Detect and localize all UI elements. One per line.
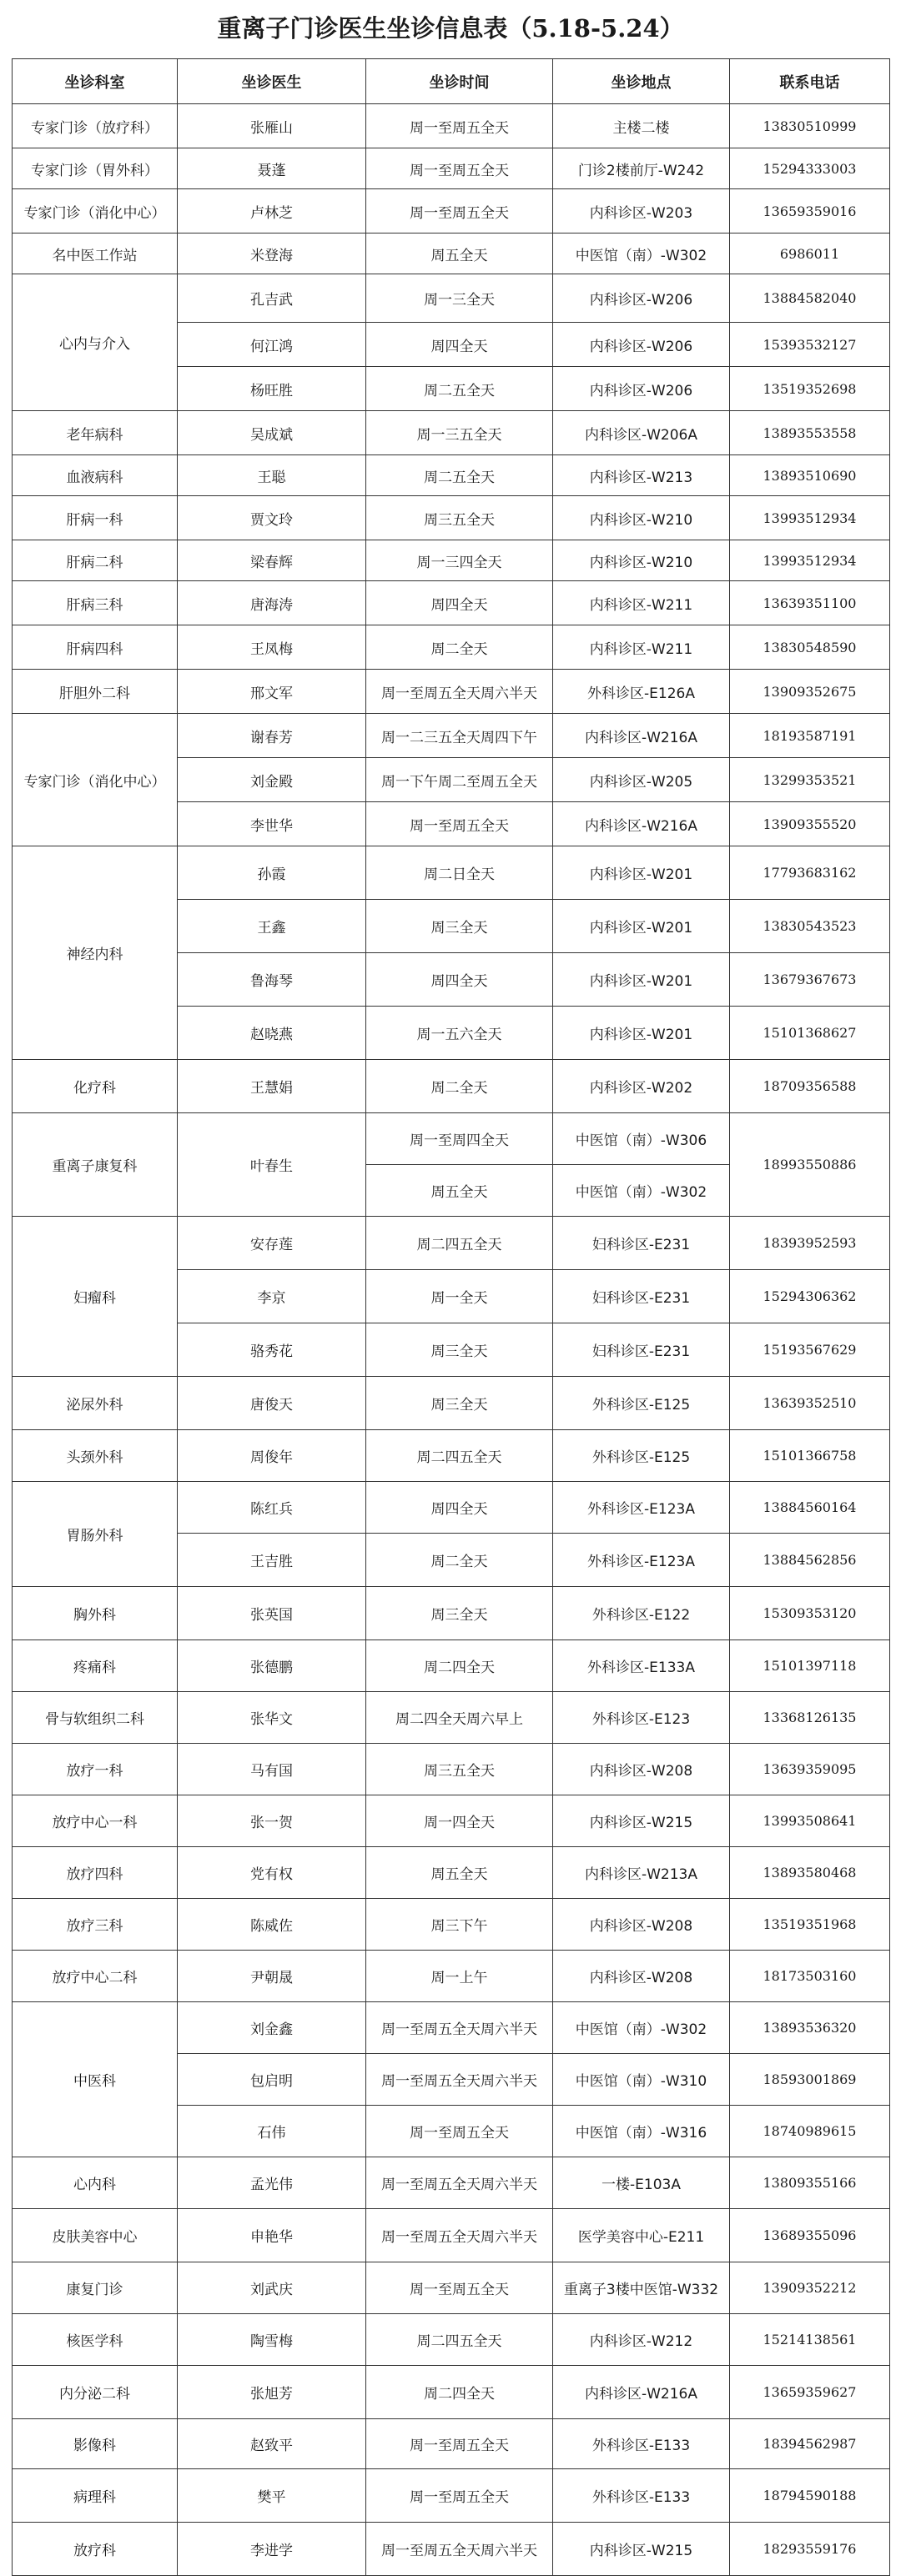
doctor-cell: 叶春生 (178, 1113, 366, 1217)
time-cell: 周一三五全天 (366, 411, 553, 455)
location-cell: 内科诊区-W206 (553, 274, 730, 323)
phone-cell: 13809355166 (730, 2157, 890, 2209)
phone-cell: 13639352510 (730, 1377, 890, 1430)
doctor-cell: 骆秀花 (178, 1323, 366, 1377)
time-cell: 周三全天 (366, 1587, 553, 1640)
table-row (13, 233, 890, 274)
location-cell: 外科诊区-E122 (553, 1587, 730, 1640)
doctor-cell: 包启明 (178, 2054, 366, 2106)
phone-cell: 13993508641 (730, 1795, 890, 1847)
location-cell: 内科诊区-W206 (553, 367, 730, 411)
dept-cell: 重离子康复科 (13, 1113, 178, 1217)
doctor-cell: 马有国 (178, 1744, 366, 1795)
dept-cell: 专家门诊（消化中心） (13, 714, 178, 846)
phone-cell: 15193567629 (730, 1323, 890, 1377)
dept-cell: 皮肤美容中心 (13, 2209, 178, 2262)
doctor-cell: 张雁山 (178, 104, 366, 148)
dept-cell: 老年病科 (13, 411, 178, 455)
location-cell: 中医馆（南）-W302 (553, 2002, 730, 2054)
table-row (13, 1847, 890, 1899)
dept-cell: 疼痛科 (13, 1640, 178, 1692)
table-row (13, 1951, 890, 2002)
phone-cell: 18393952593 (730, 1217, 890, 1270)
dept-cell: 神经内科 (13, 846, 178, 1060)
table-row (13, 189, 890, 233)
col-header-phone: 联系电话 (730, 59, 890, 104)
phone-cell: 18394562987 (730, 2419, 890, 2469)
location-cell: 内科诊区-W212 (553, 2314, 730, 2366)
table-row (13, 1795, 890, 1847)
location-cell: 外科诊区-E125 (553, 1377, 730, 1430)
doctor-cell: 张一贺 (178, 1795, 366, 1847)
dept-cell: 头颈外科 (13, 1430, 178, 1482)
table-row (13, 714, 890, 758)
phone-cell: 18740989615 (730, 2106, 890, 2157)
time-cell: 周一至周五全天 (366, 2262, 553, 2314)
time-cell: 周二四五全天 (366, 2314, 553, 2366)
phone-cell: 13884560164 (730, 1482, 890, 1534)
location-cell: 内科诊区-W210 (553, 496, 730, 540)
time-cell: 周二四五全天 (366, 1217, 553, 1270)
time-cell: 周一下午周二至周五全天 (366, 758, 553, 802)
table-row (13, 1482, 890, 1534)
location-cell: 妇科诊区-E231 (553, 1270, 730, 1323)
phone-cell: 18993550886 (730, 1113, 890, 1217)
location-cell: 内科诊区-W203 (553, 189, 730, 233)
phone-cell: 13679367673 (730, 953, 890, 1007)
doctor-cell: 鲁海琴 (178, 953, 366, 1007)
time-cell: 周三五全天 (366, 1744, 553, 1795)
doctor-cell: 樊平 (178, 2469, 366, 2523)
location-cell: 外科诊区-E123A (553, 1482, 730, 1534)
schedule-table (12, 58, 890, 2576)
dept-cell: 化疗科 (13, 1060, 178, 1113)
doctor-cell: 陈红兵 (178, 1482, 366, 1534)
time-cell: 周三全天 (366, 1377, 553, 1430)
table-row (13, 1587, 890, 1640)
time-cell: 周一至周五全天周六半天 (366, 2157, 553, 2209)
doctor-cell: 张旭芳 (178, 2366, 366, 2419)
phone-cell: 13909352675 (730, 670, 890, 714)
time-cell: 周二四全天 (366, 1640, 553, 1692)
location-cell: 内科诊区-W211 (553, 581, 730, 625)
time-cell: 周一至周五全天周六半天 (366, 2054, 553, 2106)
table-row (13, 1692, 890, 1744)
table-row (13, 2209, 890, 2262)
doctor-cell: 张德鹏 (178, 1640, 366, 1692)
phone-cell: 15294306362 (730, 1270, 890, 1323)
table-row (13, 104, 890, 148)
doctor-cell: 申艳华 (178, 2209, 366, 2262)
location-cell: 妇科诊区-E231 (553, 1323, 730, 1377)
phone-cell: 13830543523 (730, 900, 890, 953)
time-cell: 周一至周五全天 (366, 148, 553, 189)
dept-cell: 心内与介入 (13, 274, 178, 411)
location-cell: 内科诊区-W206 (553, 323, 730, 367)
table-row (13, 1217, 890, 1270)
phone-cell: 6986011 (730, 233, 890, 274)
dept-cell: 放疗四科 (13, 1847, 178, 1899)
dept-cell: 专家门诊（消化中心） (13, 189, 178, 233)
dept-cell: 肝胆外二科 (13, 670, 178, 714)
table-row (13, 1744, 890, 1795)
doctor-cell: 陈威佐 (178, 1899, 366, 1951)
doctor-cell: 孙霞 (178, 846, 366, 900)
table-row (13, 2366, 890, 2419)
dept-cell: 专家门诊（放疗科） (13, 104, 178, 148)
time-cell: 周一上午 (366, 1951, 553, 2002)
phone-cell: 18173503160 (730, 1951, 890, 2002)
location-cell: 中医馆（南）-W302 (553, 233, 730, 274)
dept-cell: 胃肠外科 (13, 1482, 178, 1587)
location-cell: 外科诊区-E133 (553, 2469, 730, 2523)
dept-cell: 核医学科 (13, 2314, 178, 2366)
time-cell: 周一至周五全天周六半天 (366, 2523, 553, 2576)
phone-cell: 13659359627 (730, 2366, 890, 2419)
phone-cell: 13830548590 (730, 625, 890, 670)
dept-cell: 影像科 (13, 2419, 178, 2469)
phone-cell: 18193587191 (730, 714, 890, 758)
location-cell: 外科诊区-E123A (553, 1534, 730, 1587)
doctor-cell: 唐海涛 (178, 581, 366, 625)
doctor-cell: 党有权 (178, 1847, 366, 1899)
phone-cell: 13884562856 (730, 1534, 890, 1587)
doctor-cell: 周俊年 (178, 1430, 366, 1482)
doctor-cell: 孟光伟 (178, 2157, 366, 2209)
table-row (13, 1060, 890, 1113)
phone-cell: 13368126135 (730, 1692, 890, 1744)
location-cell: 内科诊区-W211 (553, 625, 730, 670)
table-row (13, 2469, 890, 2523)
col-header-location: 坐诊地点 (553, 59, 730, 104)
dept-cell: 肝病二科 (13, 540, 178, 581)
phone-cell: 13659359016 (730, 189, 890, 233)
time-cell: 周二五全天 (366, 455, 553, 496)
phone-cell: 15101397118 (730, 1640, 890, 1692)
time-cell: 周一至周五全天 (366, 104, 553, 148)
time-cell: 周二四五全天 (366, 1430, 553, 1482)
location-cell: 一楼-E103A (553, 2157, 730, 2209)
time-cell: 周一二三五全天周四下午 (366, 714, 553, 758)
location-cell: 内科诊区-W201 (553, 1007, 730, 1060)
table-row (13, 411, 890, 455)
table-row (13, 274, 890, 323)
table-row (13, 496, 890, 540)
location-cell: 内科诊区-W206A (553, 411, 730, 455)
time-cell: 周一三全天 (366, 274, 553, 323)
location-cell: 内科诊区-W201 (553, 900, 730, 953)
table-row (13, 2419, 890, 2469)
phone-cell: 13909352212 (730, 2262, 890, 2314)
dept-cell: 放疗一科 (13, 1744, 178, 1795)
dept-cell: 放疗科 (13, 2523, 178, 2576)
table-row (13, 2157, 890, 2209)
time-cell: 周三五全天 (366, 496, 553, 540)
doctor-cell: 孔吉武 (178, 274, 366, 323)
dept-cell: 放疗三科 (13, 1899, 178, 1951)
time-cell: 周四全天 (366, 953, 553, 1007)
location-cell: 内科诊区-W213 (553, 455, 730, 496)
location-cell: 外科诊区-E125 (553, 1430, 730, 1482)
location-cell: 外科诊区-E133A (553, 1640, 730, 1692)
doctor-cell: 王聪 (178, 455, 366, 496)
table-row (13, 625, 890, 670)
time-cell: 周四全天 (366, 323, 553, 367)
phone-cell: 18794590188 (730, 2469, 890, 2523)
time-cell: 周一至周五全天 (366, 189, 553, 233)
dept-cell: 名中医工作站 (13, 233, 178, 274)
phone-cell: 13909355520 (730, 802, 890, 846)
dept-cell: 肝病四科 (13, 625, 178, 670)
dept-cell: 内分泌二科 (13, 2366, 178, 2419)
phone-cell: 13884582040 (730, 274, 890, 323)
doctor-cell: 谢春芳 (178, 714, 366, 758)
time-cell: 周一至周五全天 (366, 2469, 553, 2523)
phone-cell: 13893580468 (730, 1847, 890, 1899)
location-cell: 内科诊区-W213A (553, 1847, 730, 1899)
doctor-cell: 贾文玲 (178, 496, 366, 540)
table-row (13, 148, 890, 189)
location-cell: 内科诊区-W216A (553, 714, 730, 758)
location-cell: 内科诊区-W215 (553, 2523, 730, 2576)
col-header-dept: 坐诊科室 (13, 59, 178, 104)
dept-cell: 血液病科 (13, 455, 178, 496)
doctor-cell: 李世华 (178, 802, 366, 846)
table-row (13, 1113, 890, 1165)
phone-cell: 13830510999 (730, 104, 890, 148)
time-cell: 周一至周四全天 (366, 1113, 553, 1165)
table-row (13, 1377, 890, 1430)
doctor-cell: 聂蓬 (178, 148, 366, 189)
time-cell: 周二全天 (366, 625, 553, 670)
time-cell: 周一至周五全天 (366, 2106, 553, 2157)
dept-cell: 妇瘤科 (13, 1217, 178, 1377)
doctor-cell: 石伟 (178, 2106, 366, 2157)
phone-cell: 13299353521 (730, 758, 890, 802)
location-cell: 内科诊区-W210 (553, 540, 730, 581)
dept-cell: 肝病一科 (13, 496, 178, 540)
doctor-cell: 卢林芝 (178, 189, 366, 233)
location-cell: 内科诊区-W205 (553, 758, 730, 802)
doctor-cell: 何江鸿 (178, 323, 366, 367)
dept-cell: 康复门诊 (13, 2262, 178, 2314)
header-row (13, 59, 890, 104)
doctor-cell: 王凤梅 (178, 625, 366, 670)
dept-cell: 肝病三科 (13, 581, 178, 625)
table-row (13, 2314, 890, 2366)
location-cell: 外科诊区-E126A (553, 670, 730, 714)
time-cell: 周一至周五全天周六半天 (366, 2002, 553, 2054)
phone-cell: 13993512934 (730, 496, 890, 540)
doctor-cell: 邢文军 (178, 670, 366, 714)
doctor-cell: 安存莲 (178, 1217, 366, 1270)
phone-cell: 15214138561 (730, 2314, 890, 2366)
phone-cell: 13519352698 (730, 367, 890, 411)
phone-cell: 15309353120 (730, 1587, 890, 1640)
doctor-cell: 王鑫 (178, 900, 366, 953)
phone-cell: 15101368627 (730, 1007, 890, 1060)
location-cell: 中医馆（南）-W302 (553, 1165, 730, 1217)
location-cell: 门诊2楼前厅-W242 (553, 148, 730, 189)
table-row (13, 540, 890, 581)
table-row (13, 1640, 890, 1692)
time-cell: 周五全天 (366, 1847, 553, 1899)
doctor-cell: 王慧娟 (178, 1060, 366, 1113)
time-cell: 周四全天 (366, 581, 553, 625)
doctor-cell: 尹朝晟 (178, 1951, 366, 2002)
table-row (13, 2002, 890, 2054)
location-cell: 外科诊区-E133 (553, 2419, 730, 2469)
time-cell: 周一四全天 (366, 1795, 553, 1847)
phone-cell: 15101366758 (730, 1430, 890, 1482)
table-row (13, 455, 890, 496)
location-cell: 内科诊区-W216A (553, 2366, 730, 2419)
time-cell: 周一三四全天 (366, 540, 553, 581)
location-cell: 内科诊区-W201 (553, 846, 730, 900)
dept-cell: 病理科 (13, 2469, 178, 2523)
doctor-cell: 唐俊天 (178, 1377, 366, 1430)
location-cell: 医学美容中心-E211 (553, 2209, 730, 2262)
dept-cell: 中医科 (13, 2002, 178, 2157)
phone-cell: 13893510690 (730, 455, 890, 496)
dept-cell: 心内科 (13, 2157, 178, 2209)
phone-cell: 13893536320 (730, 2002, 890, 2054)
doctor-cell: 赵致平 (178, 2419, 366, 2469)
doctor-cell: 杨旺胜 (178, 367, 366, 411)
location-cell: 重离子3楼中医馆-W332 (553, 2262, 730, 2314)
location-cell: 妇科诊区-E231 (553, 1217, 730, 1270)
doctor-cell: 赵晓燕 (178, 1007, 366, 1060)
table-row (13, 1899, 890, 1951)
location-cell: 中医馆（南）-W306 (553, 1113, 730, 1165)
table-row (13, 670, 890, 714)
time-cell: 周五全天 (366, 233, 553, 274)
phone-cell: 17793683162 (730, 846, 890, 900)
doctor-cell: 米登海 (178, 233, 366, 274)
time-cell: 周三全天 (366, 900, 553, 953)
dept-cell: 胸外科 (13, 1587, 178, 1640)
time-cell: 周三全天 (366, 1323, 553, 1377)
location-cell: 内科诊区-W208 (553, 1899, 730, 1951)
time-cell: 周二四全天 (366, 2366, 553, 2419)
location-cell: 中医馆（南）-W310 (553, 2054, 730, 2106)
dept-cell: 放疗中心二科 (13, 1951, 178, 2002)
doctor-cell: 张英国 (178, 1587, 366, 1640)
doctor-cell: 梁春辉 (178, 540, 366, 581)
table-row (13, 846, 890, 900)
time-cell: 周二五全天 (366, 367, 553, 411)
phone-cell: 18709356588 (730, 1060, 890, 1113)
phone-cell: 13519351968 (730, 1899, 890, 1951)
time-cell: 周一至周五全天周六半天 (366, 670, 553, 714)
col-header-doctor: 坐诊医生 (178, 59, 366, 104)
page-title: 重离子门诊医生坐诊信息表（5.18-5.24） (217, 14, 684, 43)
time-cell: 周二四全天周六早上 (366, 1692, 553, 1744)
time-cell: 周五全天 (366, 1165, 553, 1217)
time-cell: 周三下午 (366, 1899, 553, 1951)
time-cell: 周二全天 (366, 1534, 553, 1587)
phone-cell: 18593001869 (730, 2054, 890, 2106)
time-cell: 周二全天 (366, 1060, 553, 1113)
time-cell: 周一全天 (366, 1270, 553, 1323)
phone-cell: 13893553558 (730, 411, 890, 455)
doctor-cell: 李京 (178, 1270, 366, 1323)
dept-cell: 骨与软组织二科 (13, 1692, 178, 1744)
doctor-cell: 李进学 (178, 2523, 366, 2576)
phone-cell: 13993512934 (730, 540, 890, 581)
location-cell: 内科诊区-W208 (553, 1744, 730, 1795)
doctor-cell: 吴成斌 (178, 411, 366, 455)
doctor-cell: 刘金殿 (178, 758, 366, 802)
location-cell: 内科诊区-W215 (553, 1795, 730, 1847)
phone-cell: 15393532127 (730, 323, 890, 367)
dept-cell: 专家门诊（胃外科） (13, 148, 178, 189)
location-cell: 内科诊区-W216A (553, 802, 730, 846)
doctor-cell: 王吉胜 (178, 1534, 366, 1587)
doctor-cell: 刘金鑫 (178, 2002, 366, 2054)
table-row (13, 1430, 890, 1482)
location-cell: 内科诊区-W208 (553, 1951, 730, 2002)
time-cell: 周四全天 (366, 1482, 553, 1534)
phone-cell: 13689355096 (730, 2209, 890, 2262)
location-cell: 内科诊区-W202 (553, 1060, 730, 1113)
time-cell: 周一五六全天 (366, 1007, 553, 1060)
time-cell: 周一至周五全天 (366, 2419, 553, 2469)
time-cell: 周一至周五全天 (366, 802, 553, 846)
location-cell: 外科诊区-E123 (553, 1692, 730, 1744)
doctor-cell: 刘武庆 (178, 2262, 366, 2314)
table-row (13, 581, 890, 625)
location-cell: 内科诊区-W201 (553, 953, 730, 1007)
table-row (13, 2523, 890, 2576)
phone-cell: 18293559176 (730, 2523, 890, 2576)
table-row (13, 2262, 890, 2314)
location-cell: 主楼二楼 (553, 104, 730, 148)
doctor-cell: 张华文 (178, 1692, 366, 1744)
phone-cell: 13639351100 (730, 581, 890, 625)
phone-cell: 15294333003 (730, 148, 890, 189)
time-cell: 周一至周五全天周六半天 (366, 2209, 553, 2262)
phone-cell: 13639359095 (730, 1744, 890, 1795)
time-cell: 周二日全天 (366, 846, 553, 900)
location-cell: 中医馆（南）-W316 (553, 2106, 730, 2157)
doctor-cell: 陶雪梅 (178, 2314, 366, 2366)
dept-cell: 放疗中心一科 (13, 1795, 178, 1847)
col-header-time: 坐诊时间 (366, 59, 553, 104)
dept-cell: 泌尿外科 (13, 1377, 178, 1430)
